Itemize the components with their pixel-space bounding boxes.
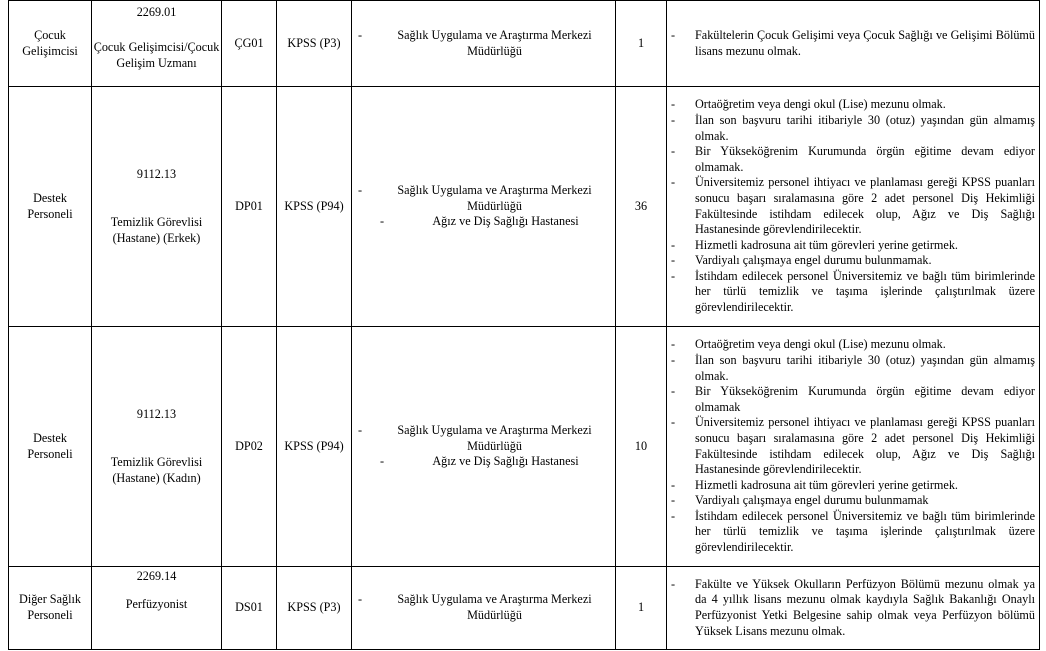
qualification-item bbox=[671, 97, 1035, 113]
occupation-code: 2269.01 bbox=[136, 5, 177, 19]
qualification-text: Bir Yükseköğrenim Kurumunda örgün eğitime devam ediyor olmamak bbox=[695, 384, 1035, 414]
unit-name: Sağlık Uygulama ve Araştırma Merkezi Müdürlüğü bbox=[397, 592, 592, 622]
unit-item bbox=[358, 214, 609, 230]
category-cell bbox=[9, 87, 92, 327]
exam-cell bbox=[277, 327, 352, 567]
position-count: 36 bbox=[634, 198, 648, 213]
dash-marker: - bbox=[671, 237, 676, 252]
qualification-text: İlan son başvuru tarihi itibariyle 30 (otuz) yaşından gün almamış olmak. bbox=[695, 352, 1035, 383]
position-code-cell bbox=[222, 327, 277, 567]
title-cell bbox=[92, 87, 222, 327]
position-code: DP01 bbox=[235, 198, 263, 213]
units-cell bbox=[352, 567, 616, 650]
dash-marker: - bbox=[358, 423, 363, 438]
positions-table bbox=[8, 0, 1040, 650]
qualification-text: İlan son başvuru tarihi itibariyle 30 (otuz) yaşından gün almamış olmak. bbox=[695, 112, 1035, 143]
position-title: Çocuk Gelişimcisi/Çocuk Gelişim Uzmanı bbox=[93, 40, 220, 70]
exam-type: KPSS (P94) bbox=[284, 198, 344, 213]
unit-name: Sağlık Uygulama ve Araştırma Merkezi Müdürlüğü bbox=[397, 423, 592, 453]
dash-marker: - bbox=[671, 97, 676, 112]
qualification-text: Vardiyalı çalışmaya engel durumu bulunmamak. bbox=[695, 253, 932, 268]
exam-type: KPSS (P3) bbox=[287, 35, 341, 50]
position-count: 10 bbox=[634, 438, 648, 453]
qualifications-cell bbox=[667, 567, 1040, 650]
qualification-text: Fakülte ve Yüksek Okulların Perfüzyon Bölümü mezunu olmak ya da 4 yıllık lisans mezunu olmak kaydıyla Sağlık Bakanlığı Onaylı Perfüzyonist Yetki Belgesine sahip olmak veya Perfüzyon bölümü Yüksek Lisans mezunu olmak. bbox=[695, 576, 1035, 638]
category-cell bbox=[9, 1, 92, 87]
dash-marker: - bbox=[671, 253, 676, 268]
dash-marker: - bbox=[671, 175, 676, 190]
qualification-text: İstihdam edilecek personel Üniversitemiz ve bağlı tüm birimlerinde her türlü temizlik ve taşıma işlerinde çalıştırılmak üzere görevlendirilecektir. bbox=[695, 268, 1035, 315]
qualification-text: Fakültelerin Çocuk Gelişimi veya Çocuk Sağlığı ve Gelişimi Bölümü lisans mezunu olmak. bbox=[695, 27, 1035, 58]
qualification-item bbox=[671, 577, 1035, 639]
position-code-cell bbox=[222, 567, 277, 650]
unit-item bbox=[358, 183, 609, 214]
qualification-text: Üniversitemiz personel ihtiyacı ve planlaması gereği KPSS puanları sonucu başarı sıralamasına göre 2 adet personel Diş Hekimliği Fakültesinde istihdam edilecek olup, Ağız ve Diş Sağlığı Hastanesinde görevlendirilecektir. bbox=[695, 415, 1035, 477]
dash-marker: - bbox=[671, 415, 676, 430]
units-cell bbox=[352, 1, 616, 87]
count-cell bbox=[616, 1, 667, 87]
position-code-cell bbox=[222, 87, 277, 327]
qualification-text: Ortaöğretim veya dengi okul (Lise) mezunu olmak. bbox=[695, 337, 946, 352]
position-count: 1 bbox=[637, 35, 645, 50]
category-text: Destek Personeli bbox=[27, 430, 73, 461]
qualification-item bbox=[671, 28, 1035, 59]
dash-marker: - bbox=[380, 214, 385, 229]
position-title: Perfüzyonist bbox=[125, 597, 188, 611]
unit-item bbox=[358, 28, 609, 59]
count-cell bbox=[616, 327, 667, 567]
position-title: Temizlik Görevlisi (Hastane) (Erkek) bbox=[110, 215, 203, 245]
qualification-text: Bir Yükseköğrenim Kurumunda örgün eğitime devam ediyor olmamak. bbox=[695, 144, 1035, 174]
qualification-item bbox=[671, 493, 1035, 509]
occupation-code: 9112.13 bbox=[136, 167, 177, 181]
qualification-item bbox=[671, 337, 1035, 353]
unit-name: Sağlık Uygulama ve Araştırma Merkezi Müdürlüğü bbox=[397, 27, 592, 58]
occupation-code: 2269.14 bbox=[136, 569, 177, 583]
position-code-cell bbox=[222, 1, 277, 87]
qualification-item bbox=[671, 113, 1035, 144]
position-code: ÇG01 bbox=[234, 35, 264, 50]
dash-marker: - bbox=[671, 508, 676, 523]
dash-marker: - bbox=[380, 454, 385, 469]
table-row bbox=[9, 87, 1040, 327]
dash-marker: - bbox=[671, 144, 676, 159]
count-cell bbox=[616, 567, 667, 650]
dash-marker: - bbox=[671, 352, 676, 367]
qualification-item bbox=[671, 144, 1035, 175]
exam-cell bbox=[277, 1, 352, 87]
qualifications-cell bbox=[667, 1, 1040, 87]
position-count: 1 bbox=[637, 600, 645, 615]
table-row bbox=[9, 327, 1040, 567]
unit-item bbox=[358, 423, 609, 454]
position-code: DS01 bbox=[235, 600, 263, 615]
qualification-text: Üniversitemiz personel ihtiyacı ve planlaması gereği KPSS puanları sonucu başarı sıralamasına göre 2 adet personel Diş Hekimliği Fakültesinde istihdam edilecek olup, Ağız ve Diş Sağlığı Hastanesinde görevlendirilecektir. bbox=[695, 175, 1035, 237]
qualification-text: Ortaöğretim veya dengi okul (Lise) mezunu olmak. bbox=[695, 97, 946, 112]
category-text: Diğer Sağlık Personeli bbox=[19, 592, 81, 622]
qualification-item bbox=[671, 238, 1035, 254]
unit-name: Ağız ve Diş Sağlığı Hastanesi bbox=[432, 214, 579, 229]
exam-type: KPSS (P3) bbox=[287, 600, 341, 615]
exam-cell bbox=[277, 87, 352, 327]
dash-marker: - bbox=[671, 112, 676, 127]
qualifications-cell bbox=[667, 87, 1040, 327]
unit-item bbox=[358, 592, 609, 623]
qualification-item bbox=[671, 175, 1035, 237]
units-cell bbox=[352, 327, 616, 567]
dash-marker: - bbox=[671, 268, 676, 283]
dash-marker: - bbox=[671, 477, 676, 492]
unit-name: Sağlık Uygulama ve Araştırma Merkezi Müdürlüğü bbox=[397, 183, 592, 213]
qualification-item bbox=[671, 478, 1035, 494]
units-cell bbox=[352, 87, 616, 327]
dash-marker: - bbox=[671, 337, 676, 352]
qualification-text: Vardiyalı çalışmaya engel durumu bulunmamak bbox=[695, 493, 929, 508]
dash-marker: - bbox=[671, 576, 676, 591]
table-row bbox=[9, 1, 1040, 87]
qualification-item bbox=[671, 384, 1035, 415]
qualification-text: Hizmetli kadrosuna ait tüm görevleri yerine getirmek. bbox=[695, 237, 958, 252]
dash-marker: - bbox=[358, 592, 363, 607]
position-code: DP02 bbox=[235, 438, 263, 453]
qualification-text: İstihdam edilecek personel Üniversitemiz ve bağlı tüm birimlerinde her türlü temizlik ve taşıma işlerinde çalıştırılmak üzere görevlendirilecektir. bbox=[695, 508, 1035, 555]
dash-marker: - bbox=[671, 384, 676, 399]
count-cell bbox=[616, 87, 667, 327]
dash-marker: - bbox=[671, 27, 676, 42]
unit-name: Ağız ve Diş Sağlığı Hastanesi bbox=[432, 454, 579, 469]
qualification-item bbox=[671, 415, 1035, 477]
table-row bbox=[9, 567, 1040, 650]
category-cell bbox=[9, 327, 92, 567]
qualifications-cell bbox=[667, 327, 1040, 567]
qualification-item bbox=[671, 253, 1035, 269]
category-cell bbox=[9, 567, 92, 650]
unit-item bbox=[358, 454, 609, 470]
category-text: Çocuk Gelişimcisi bbox=[22, 27, 78, 58]
dash-marker: - bbox=[671, 493, 676, 508]
title-cell bbox=[92, 1, 222, 87]
occupation-code: 9112.13 bbox=[136, 407, 177, 421]
qualification-item bbox=[671, 353, 1035, 384]
qualification-item bbox=[671, 509, 1035, 556]
dash-marker: - bbox=[358, 183, 363, 198]
dash-marker: - bbox=[358, 27, 363, 42]
exam-type: KPSS (P94) bbox=[284, 438, 344, 453]
category-text: Destek Personeli bbox=[27, 190, 73, 221]
qualification-item bbox=[671, 269, 1035, 316]
exam-cell bbox=[277, 567, 352, 650]
position-title: Temizlik Görevlisi (Hastane) (Kadın) bbox=[110, 455, 203, 485]
qualification-text: Hizmetli kadrosuna ait tüm görevleri yerine getirmek. bbox=[695, 477, 958, 492]
title-cell bbox=[92, 567, 222, 650]
title-cell bbox=[92, 327, 222, 567]
